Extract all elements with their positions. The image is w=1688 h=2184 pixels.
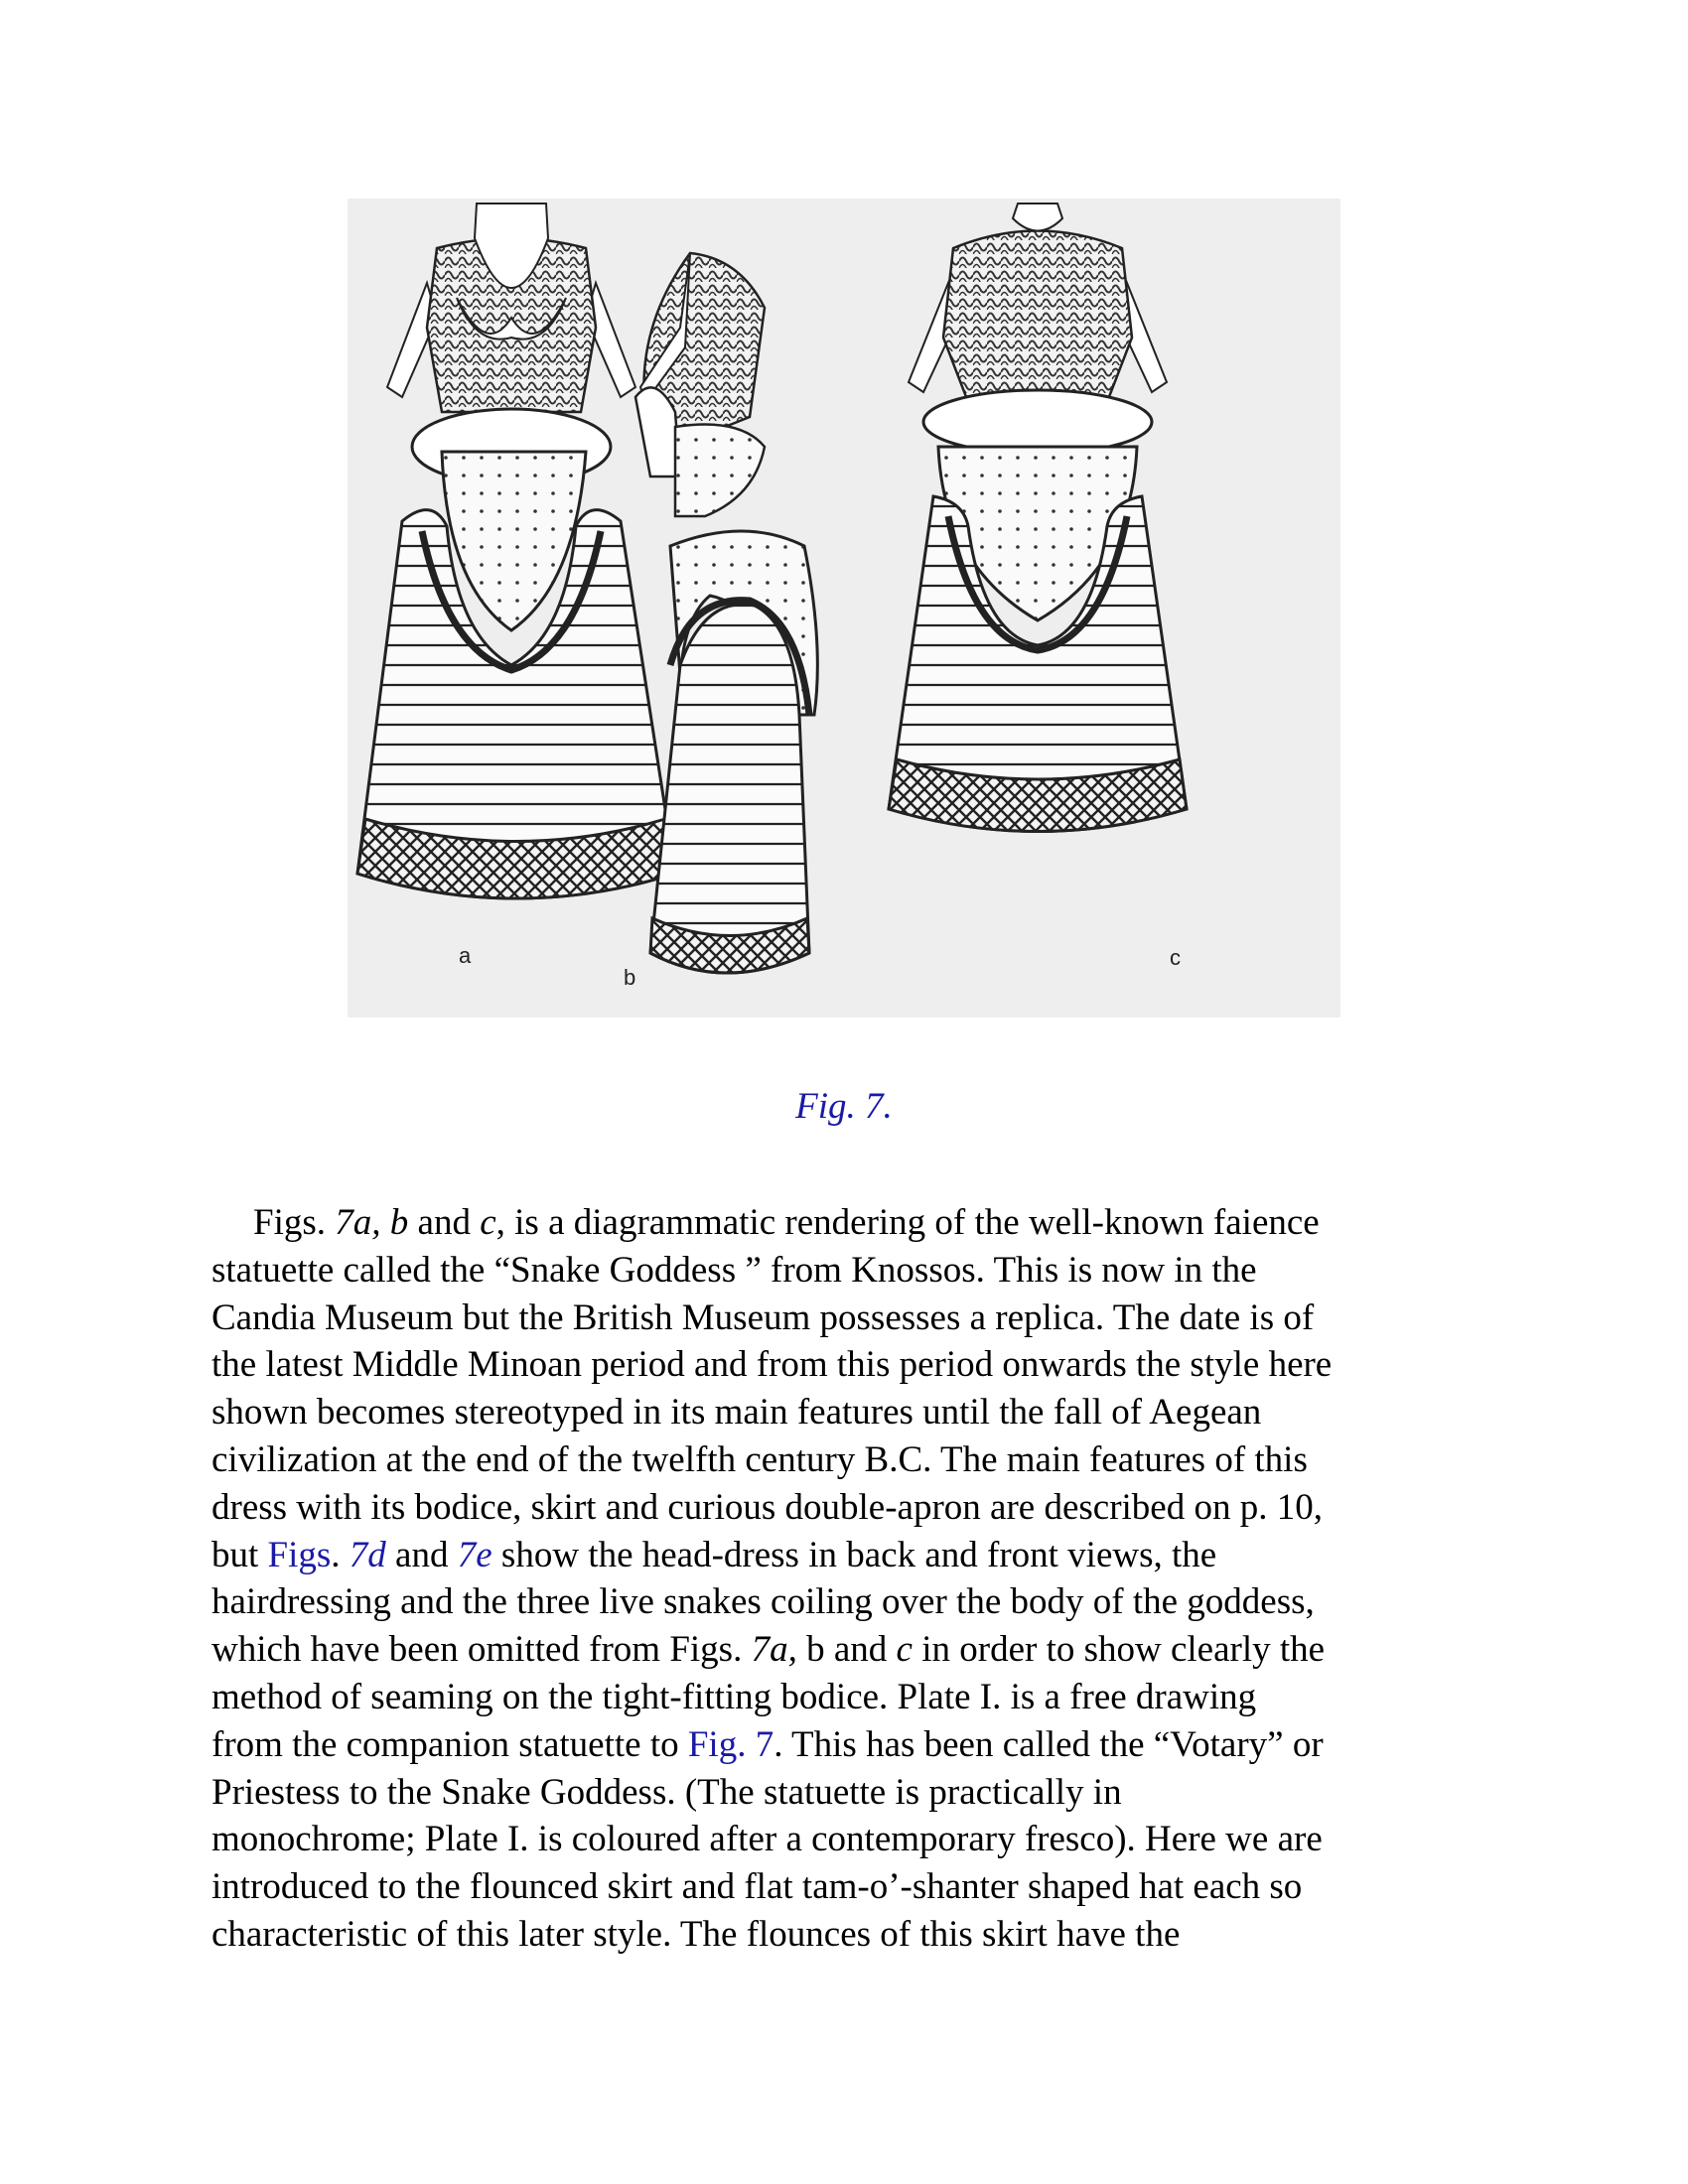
figure-7-illustration [348,199,1340,1018]
text-line: monochrome; Plate I. is coloured after a contemporary fresco). Here we are [211,1819,1323,1860]
text-line: but Figs. 7d and 7e show the head-dress in back and front views, the [211,1534,1217,1575]
panel-label-b: b [624,965,636,990]
text-line: from the companion statuette to Fig. 7. This has been called the “Votary” or [211,1723,1324,1765]
figure-a-front-view [357,204,675,898]
figure-c-back-view [889,204,1187,832]
figure-caption-link[interactable]: Fig. 7. [795,1086,893,1127]
text-line: statuette called the “Snake Goddess ” from Knossos. This is now in the [211,1249,1257,1291]
text-line: the latest Middle Minoan period and from this period onwards the style here [211,1344,1333,1386]
text-line: characteristic of this later style. The flounces of this skirt have the [211,1913,1181,1955]
figs-link[interactable]: Figs [267,1534,332,1575]
text-line: Candia Museum but the British Museum possesses a replica. The date is of [211,1297,1315,1338]
panel-label-c: c [1170,945,1181,970]
fig-7e-link[interactable]: 7e [457,1534,492,1575]
text-line: civilization at the end of the twelfth century B.C. The main features of this [211,1438,1308,1480]
figure-7-drawing [348,199,1340,1018]
fig-7d-link[interactable]: 7d [349,1534,386,1575]
body-paragraph [211,1199,1492,1959]
text-line: introduced to the flounced skirt and flat tam-o’-shanter shaped hat each so [211,1866,1303,1908]
text-line: method of seaming on the tight-fitting bodice. Plate I. is a free drawing [211,1676,1257,1717]
fig-7-link[interactable]: Fig. 7 [687,1723,774,1765]
text-line: Priestess to the Snake Goddess. (The statuette is practically in [211,1771,1122,1813]
text-line: shown becomes stereotyped in its main features until the fall of Aegean [211,1392,1262,1433]
figure-caption [0,1085,1688,1128]
text-line: which have been omitted from Figs. 7a, b and c in order to show clearly the [211,1629,1326,1671]
text-line: dress with its bodice, skirt and curious double-apron are described on p. 10, [211,1486,1323,1528]
figure-b-side-view [635,253,817,973]
panel-label-a: a [459,943,472,968]
text-line: Figs. 7a, b and c, is a diagrammatic rendering of the well-known faience [253,1202,1320,1243]
text-line: hairdressing and the three live snakes coiling over the body of the goddess, [211,1581,1315,1623]
